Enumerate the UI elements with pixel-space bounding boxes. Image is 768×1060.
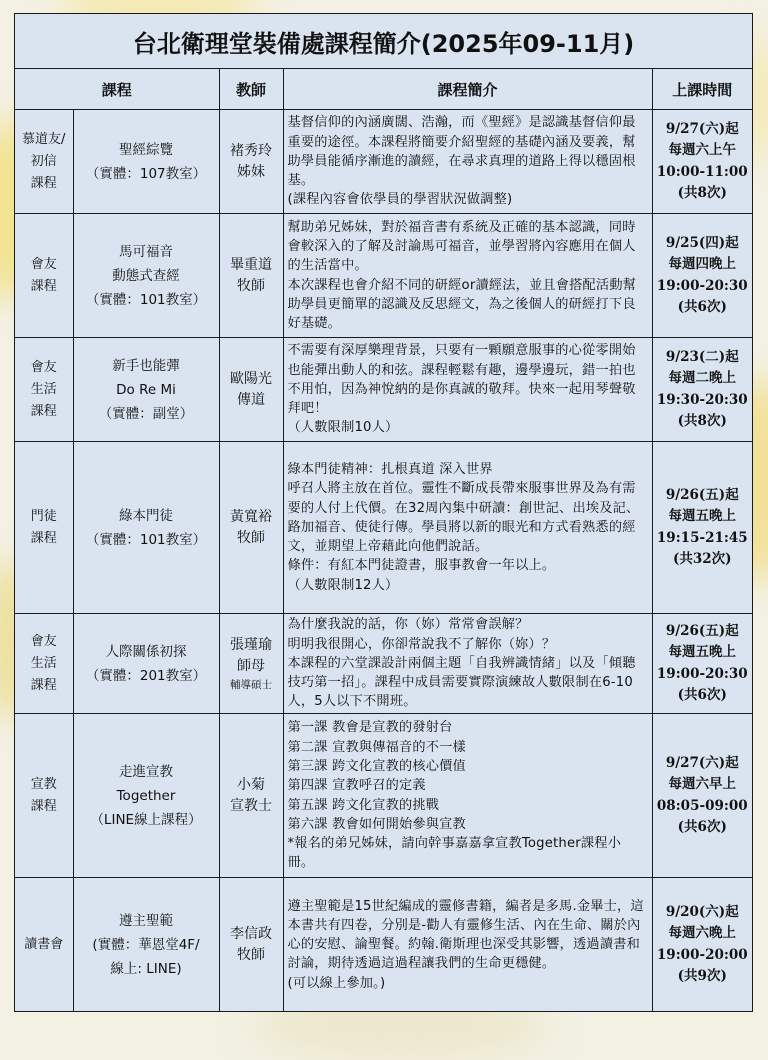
category-cell xyxy=(15,714,73,878)
teacher-cell xyxy=(219,714,283,878)
teacher-line: 牧師 xyxy=(237,529,266,546)
course-name-line: Together xyxy=(116,787,176,804)
table-header-row xyxy=(15,69,752,110)
course-name-line: 聖經綜覽 xyxy=(119,141,173,158)
time-line: 10:00-11:00 xyxy=(656,163,748,180)
intro-cell xyxy=(283,878,652,1012)
course-cell xyxy=(73,878,219,1012)
teacher-line: 李信政 xyxy=(230,925,273,942)
course-name-line: 動態式查經 xyxy=(112,267,180,284)
course-name-line: （實體：201教室） xyxy=(85,667,207,684)
time-line: (共8次) xyxy=(677,413,727,429)
category-line: 課程 xyxy=(30,175,57,191)
intro-paragraph: 本課程的六堂課設計兩個主題「自我辨識情緒」以及「傾聽技巧第一招」。課程中成員需要實際演練故人數限制在6-10人，5人以下不開班。 xyxy=(287,655,636,710)
table-row xyxy=(15,338,752,442)
teacher-line: 牧師 xyxy=(237,277,266,294)
category-line: 宣教 xyxy=(30,776,57,792)
time-line: 9/27(六)起 xyxy=(665,754,739,771)
teacher-cell xyxy=(219,614,283,714)
intro-paragraph: 第三課 跨文化宣教的核心價值 xyxy=(287,758,466,774)
header-time: 上課時間 xyxy=(652,69,752,110)
intro-paragraph: （人數限制12人） xyxy=(287,577,399,593)
intro-cell xyxy=(283,714,652,878)
teacher-line: 宣教士 xyxy=(230,797,273,814)
category-line: 課程 xyxy=(30,798,57,814)
category-cell xyxy=(15,878,73,1012)
table-row xyxy=(15,614,752,714)
time-line: 每週二晚上 xyxy=(668,370,737,386)
time-line: (共9次) xyxy=(677,968,727,985)
course-name-line: (實體：華恩堂4F/ xyxy=(92,936,200,953)
time-line: 每週六上午 xyxy=(668,142,737,158)
category-line: 課程 xyxy=(30,530,57,546)
time-line: (共32次) xyxy=(672,551,732,567)
table-row xyxy=(15,878,752,1012)
intro-paragraph: 呼召人將主放在首位。靈性不斷成長帶來服事世界及為有需要的人付上代價。在32周內集中研讀：創世記、出埃及記、路加福音、使徒行傳。學員將以新的眼光和方式看熟悉的經文，並期望上帝藉此向他們說話。 xyxy=(287,481,640,555)
time-line: 9/26(五)起 xyxy=(665,486,739,503)
time-line: 19:00-20:30 xyxy=(656,277,748,294)
time-cell xyxy=(652,714,752,878)
category-line: 生活 xyxy=(30,381,57,397)
category-cell xyxy=(15,214,73,338)
teacher-credential: 輔導碩士 xyxy=(230,678,273,691)
time-cell xyxy=(652,338,752,442)
category-cell xyxy=(15,110,73,214)
category-line: 初信 xyxy=(30,153,57,169)
time-line: 每週五晚上 xyxy=(668,644,737,660)
time-line: 每週六早上 xyxy=(668,776,737,792)
intro-paragraph: (可以線上參加。) xyxy=(287,975,386,991)
time-line: 19:15-21:45 xyxy=(656,529,748,546)
time-cell xyxy=(652,442,752,614)
header-course: 課程 xyxy=(15,69,219,110)
table-row xyxy=(15,110,752,214)
category-cell xyxy=(15,338,73,442)
intro-cell xyxy=(283,214,652,338)
course-cell xyxy=(73,338,219,442)
teacher-line: 歐陽光 xyxy=(230,370,273,387)
intro-cell xyxy=(283,110,652,214)
category-line: 會友 xyxy=(30,256,57,272)
intro-paragraph: 遵主聖範是15世紀編成的靈修書籍，編者是多馬.金畢士，這本書共有四卷，分別是-勸人有靈修生活、內在生命、關於內心的安慰、論聖餐。約翰.衛斯理也深受其影響，透過讀書和討論，期待透過這過程讓我們的生命更穩健。 xyxy=(287,898,644,972)
category-line: 課程 xyxy=(30,677,57,693)
time-cell xyxy=(652,110,752,214)
intro-paragraph: （人數限制10人） xyxy=(287,420,399,436)
time-cell xyxy=(652,614,752,714)
intro-paragraph: 本次課程也會介紹不同的研經or讀經法，並且會搭配活動幫助學員更簡單的認識及反思經文，為之後個人的研經打下良好基礎。 xyxy=(287,277,637,332)
time-line: 每週六晚上 xyxy=(668,925,737,942)
course-name-line: 新手也能彈 xyxy=(112,357,180,374)
course-name-line: （LINE線上課程） xyxy=(90,811,202,828)
teacher-line: 褚秀玲 xyxy=(230,142,273,159)
time-line: 每週四晚上 xyxy=(668,256,737,272)
teacher-cell xyxy=(219,214,283,338)
intro-paragraph: 第一課 教會是宣教的發射台 xyxy=(287,720,453,736)
category-line: 課程 xyxy=(30,403,57,419)
time-line: 9/23(二)起 xyxy=(665,348,739,365)
intro-paragraph: 條件：有紅本門徒證書，服事教會一年以上。 xyxy=(287,558,556,574)
intro-paragraph: 明明我很開心，你卻常說我不了解你（妳）？ xyxy=(287,636,556,652)
course-name-line: 綠本門徒 xyxy=(119,507,173,524)
teacher-line: 畢重道 xyxy=(230,256,273,273)
intro-cell xyxy=(283,338,652,442)
course-name-line: 人際關係初探 xyxy=(105,643,187,660)
intro-paragraph: 幫助弟兄姊妹，對於福音書有系統及正確的基本認識，同時會較深入的了解及討論馬可福音，並學習將內容應用在個人的生活當中。 xyxy=(287,219,636,274)
intro-paragraph: 基督信仰的內涵廣闊、浩瀚，而《聖經》是認識基督信仰最重要的途徑。本課程將簡要介紹聖經的基礎內涵及要義，幫助學員能循序漸進的讀經，在尋求真理的道路上得以穩固根基。 xyxy=(287,115,636,189)
course-name-line: （實體：101教室） xyxy=(85,531,207,548)
teacher-line: 張瑾瑜 xyxy=(230,636,273,653)
time-line: (共6次) xyxy=(677,299,727,315)
time-line: 9/25(四)起 xyxy=(665,234,739,251)
teacher-cell xyxy=(219,338,283,442)
course-name-line: 馬可福音 xyxy=(119,243,173,260)
category-line: 會友 xyxy=(30,633,57,649)
intro-paragraph: 第六課 教會如何開始參與宣教 xyxy=(287,816,466,832)
course-name-line: （實體：107教室） xyxy=(85,165,207,182)
course-name-line: Do Re Mi xyxy=(116,381,176,398)
teacher-cell xyxy=(219,442,283,614)
intro-paragraph: 綠本門徒精神：扎根真道 深入世界 xyxy=(287,461,493,477)
teacher-line: 黃寬裕 xyxy=(230,508,273,525)
course-name-line: （實體：副堂） xyxy=(98,405,194,422)
time-line: 19:00-20:30 xyxy=(656,665,748,682)
course-cell xyxy=(73,214,219,338)
category-line: 生活 xyxy=(30,655,57,671)
table-row xyxy=(15,714,752,878)
time-line: 19:00-20:00 xyxy=(656,946,748,963)
time-cell xyxy=(652,878,752,1012)
intro-paragraph: 第五課 跨文化宣教的挑戰 xyxy=(287,797,440,813)
course-cell xyxy=(73,714,219,878)
course-name-line: 線上: LINE) xyxy=(110,960,182,977)
time-line: 08:05-09:00 xyxy=(656,797,748,814)
category-line: 門徒 xyxy=(30,508,57,524)
course-cell xyxy=(73,110,219,214)
time-line: 19:30-20:30 xyxy=(656,391,748,408)
course-name-line: （實體：101教室） xyxy=(85,291,207,308)
teacher-cell xyxy=(219,878,283,1012)
course-name-line: 走進宣教 xyxy=(119,763,173,780)
header-intro: 課程簡介 xyxy=(283,69,652,110)
time-line: (共6次) xyxy=(677,687,727,703)
teacher-cell xyxy=(219,110,283,214)
category-line: 讀書會 xyxy=(24,936,64,952)
page-title: 台北衛理堂裝備處課程簡介(2025年09-11月) xyxy=(15,14,752,69)
time-line: (共6次) xyxy=(677,819,727,835)
teacher-line: 小菊 xyxy=(237,776,266,793)
intro-cell xyxy=(283,442,652,614)
teacher-line: 傳道 xyxy=(237,391,266,408)
course-cell xyxy=(73,614,219,714)
category-cell xyxy=(15,442,73,614)
teacher-line: 姊妹 xyxy=(237,163,266,180)
intro-paragraph: (課程內容會依學員的學習狀況做調整) xyxy=(287,192,513,208)
intro-paragraph: 第四課 宣教呼召的定義 xyxy=(287,778,426,794)
intro-cell xyxy=(283,614,652,714)
intro-paragraph: 不需要有深厚樂理背景，只要有一顆願意服事的心從零開始也能彈出動人的和弦。課程輕鬆有趣，邊學邊玩，錯一拍也不用怕，因為神悅納的是你真誠的敬拜。快來一起用琴聲敬拜吧！ xyxy=(287,343,636,417)
time-line: 每週五晚上 xyxy=(668,508,737,524)
category-line: 課程 xyxy=(30,278,57,294)
intro-paragraph: *報名的弟兄姊妹，請向幹事嘉嘉拿宣教Together課程小冊。 xyxy=(287,836,622,871)
course-table xyxy=(15,69,752,1012)
time-line: 9/26(五)起 xyxy=(665,622,739,639)
intro-paragraph: 第二課 宣教與傳福音的不一樣 xyxy=(287,739,466,755)
course-schedule-sheet xyxy=(14,13,753,1012)
teacher-line: 牧師 xyxy=(237,946,266,963)
time-line: 9/27(六)起 xyxy=(665,120,739,137)
course-cell xyxy=(73,442,219,614)
category-line: 會友 xyxy=(30,359,57,375)
course-name-line: 遵主聖範 xyxy=(119,912,173,929)
category-line: 慕道友/ xyxy=(22,131,66,147)
table-row xyxy=(15,442,752,614)
teacher-line: 師母 xyxy=(237,657,266,674)
time-line: (共8次) xyxy=(677,185,727,201)
intro-paragraph: 為什麼我說的話，你（妳）常常會誤解？ xyxy=(287,617,529,633)
time-cell xyxy=(652,214,752,338)
table-row xyxy=(15,214,752,338)
header-teacher: 教師 xyxy=(219,69,283,110)
time-line: 9/20(六)起 xyxy=(665,903,739,920)
category-cell xyxy=(15,614,73,714)
